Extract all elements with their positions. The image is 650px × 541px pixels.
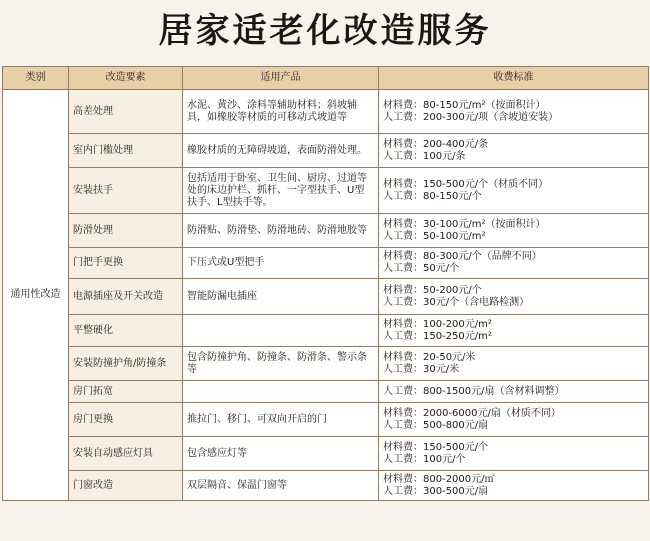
fee-table <box>2 66 649 501</box>
product-cell <box>183 381 379 403</box>
item-cell: 门把手更换 <box>69 248 183 279</box>
fee-line: 材料费：50-200元/个 <box>383 284 482 296</box>
table-header-row <box>3 67 649 90</box>
fee-line: 材料费：30-100元/m²（按面积计） <box>383 218 546 230</box>
item-cell: 室内门槛处理 <box>69 134 183 168</box>
product-cell: 包含防撞护角、防撞条、防滑条、警示条等 <box>183 347 379 381</box>
fee-line: 材料费：20-50元/米 <box>383 351 476 363</box>
product-cell: 推拉门、移门、可双向开启的门 <box>183 403 379 437</box>
item-cell: 电源插座及开关改造 <box>69 279 183 315</box>
fee-line: 人工费：100元/个 <box>383 453 466 465</box>
fee-line: 人工费：100元/条 <box>383 150 466 162</box>
product-cell: 双层隔音、保温门窗等 <box>183 471 379 501</box>
fee-cell <box>379 437 649 471</box>
product-cell <box>183 315 379 347</box>
table-row <box>3 279 649 315</box>
fee-cell <box>379 403 649 437</box>
table-row <box>3 347 649 381</box>
table-row <box>3 315 649 347</box>
product-cell: 包含感应灯等 <box>183 437 379 471</box>
fee-line: 人工费：300-500元/扇 <box>383 485 489 497</box>
fee-cell <box>379 90 649 134</box>
product-cell: 智能防漏电插座 <box>183 279 379 315</box>
table-row <box>3 471 649 501</box>
fee-line: 材料费：80-150元/m²（按面积计） <box>383 99 546 111</box>
fee-cell <box>379 315 649 347</box>
item-cell: 安装自动感应灯具 <box>69 437 183 471</box>
product-cell: 橡胶材质的无障碍坡道，表面防滑处理。 <box>183 134 379 168</box>
fee-line: 人工费：150-250元/m² <box>383 330 492 342</box>
fee-line: 人工费：30元/米 <box>383 363 460 375</box>
fee-line: 人工费：200-300元/项（含坡道安装） <box>383 111 559 123</box>
fee-cell <box>379 214 649 248</box>
item-cell: 平整硬化 <box>69 315 183 347</box>
fee-line: 材料费：200-400元/条 <box>383 138 489 150</box>
item-cell: 房门拓宽 <box>69 381 183 403</box>
fee-cell <box>379 134 649 168</box>
table-row <box>3 214 649 248</box>
header-category: 类别 <box>3 67 69 90</box>
fee-line: 人工费：80-150元/个 <box>383 190 482 202</box>
table-row <box>3 248 649 279</box>
table-row <box>3 90 649 134</box>
fee-cell <box>379 347 649 381</box>
product-cell: 水泥、黄沙、涂料等辅助材料；斜坡辅具，如橡胶等材质的可移动式坡道等 <box>183 90 379 134</box>
fee-line: 人工费：800-1500元/扇（含材料调整） <box>383 385 565 397</box>
table-row <box>3 381 649 403</box>
fee-line: 人工费：50元/个 <box>383 263 460 274</box>
product-cell: 包括适用于卧室、卫生间、厨房、过道等处的床边护栏、抓杆、一字型扶手、U型扶手、L型扶手等。 <box>183 168 379 214</box>
fee-line: 人工费：50-100元/m² <box>383 230 486 242</box>
fee-line: 材料费：2000-6000元/扇（材质不同） <box>383 407 561 419</box>
table-row <box>3 134 649 168</box>
fee-cell <box>379 279 649 315</box>
header-fee: 收费标准 <box>379 67 649 90</box>
item-cell: 门窗改造 <box>69 471 183 501</box>
header-product: 适用产品 <box>183 67 379 90</box>
fee-line: 材料费：150-500元/个 <box>383 441 489 453</box>
fee-cell <box>379 381 649 403</box>
fee-line: 材料费：80-300元/个（品牌不同） <box>383 251 542 262</box>
item-cell: 安装扶手 <box>69 168 183 214</box>
fee-cell <box>379 168 649 214</box>
table-row <box>3 403 649 437</box>
item-cell: 房门更换 <box>69 403 183 437</box>
item-cell: 高差处理 <box>69 90 183 134</box>
fee-cell <box>379 248 649 279</box>
fee-line: 材料费：100-200元/m² <box>383 318 492 330</box>
page-title: 居家适老化改造服务 <box>158 11 492 51</box>
category-cell: 通用性改造 <box>3 90 69 501</box>
fee-cell <box>379 471 649 501</box>
table-row <box>3 168 649 214</box>
product-cell: 防滑贴、防滑垫、防滑地砖、防滑地胶等 <box>183 214 379 248</box>
product-cell: 下压式或U型把手 <box>183 248 379 279</box>
item-cell: 安装防撞护角/防撞条 <box>69 347 183 381</box>
fee-line: 材料费：800-2000元/㎡ <box>383 473 495 485</box>
item-cell: 防滑处理 <box>69 214 183 248</box>
table-row <box>3 437 649 471</box>
header-item: 改造要素 <box>69 67 183 90</box>
fee-line: 材料费：150-500元/个（材质不同） <box>383 178 549 190</box>
fee-line: 人工费：30元/个（含电路检测） <box>383 296 530 308</box>
fee-line: 人工费：500-800元/扇 <box>383 419 489 431</box>
